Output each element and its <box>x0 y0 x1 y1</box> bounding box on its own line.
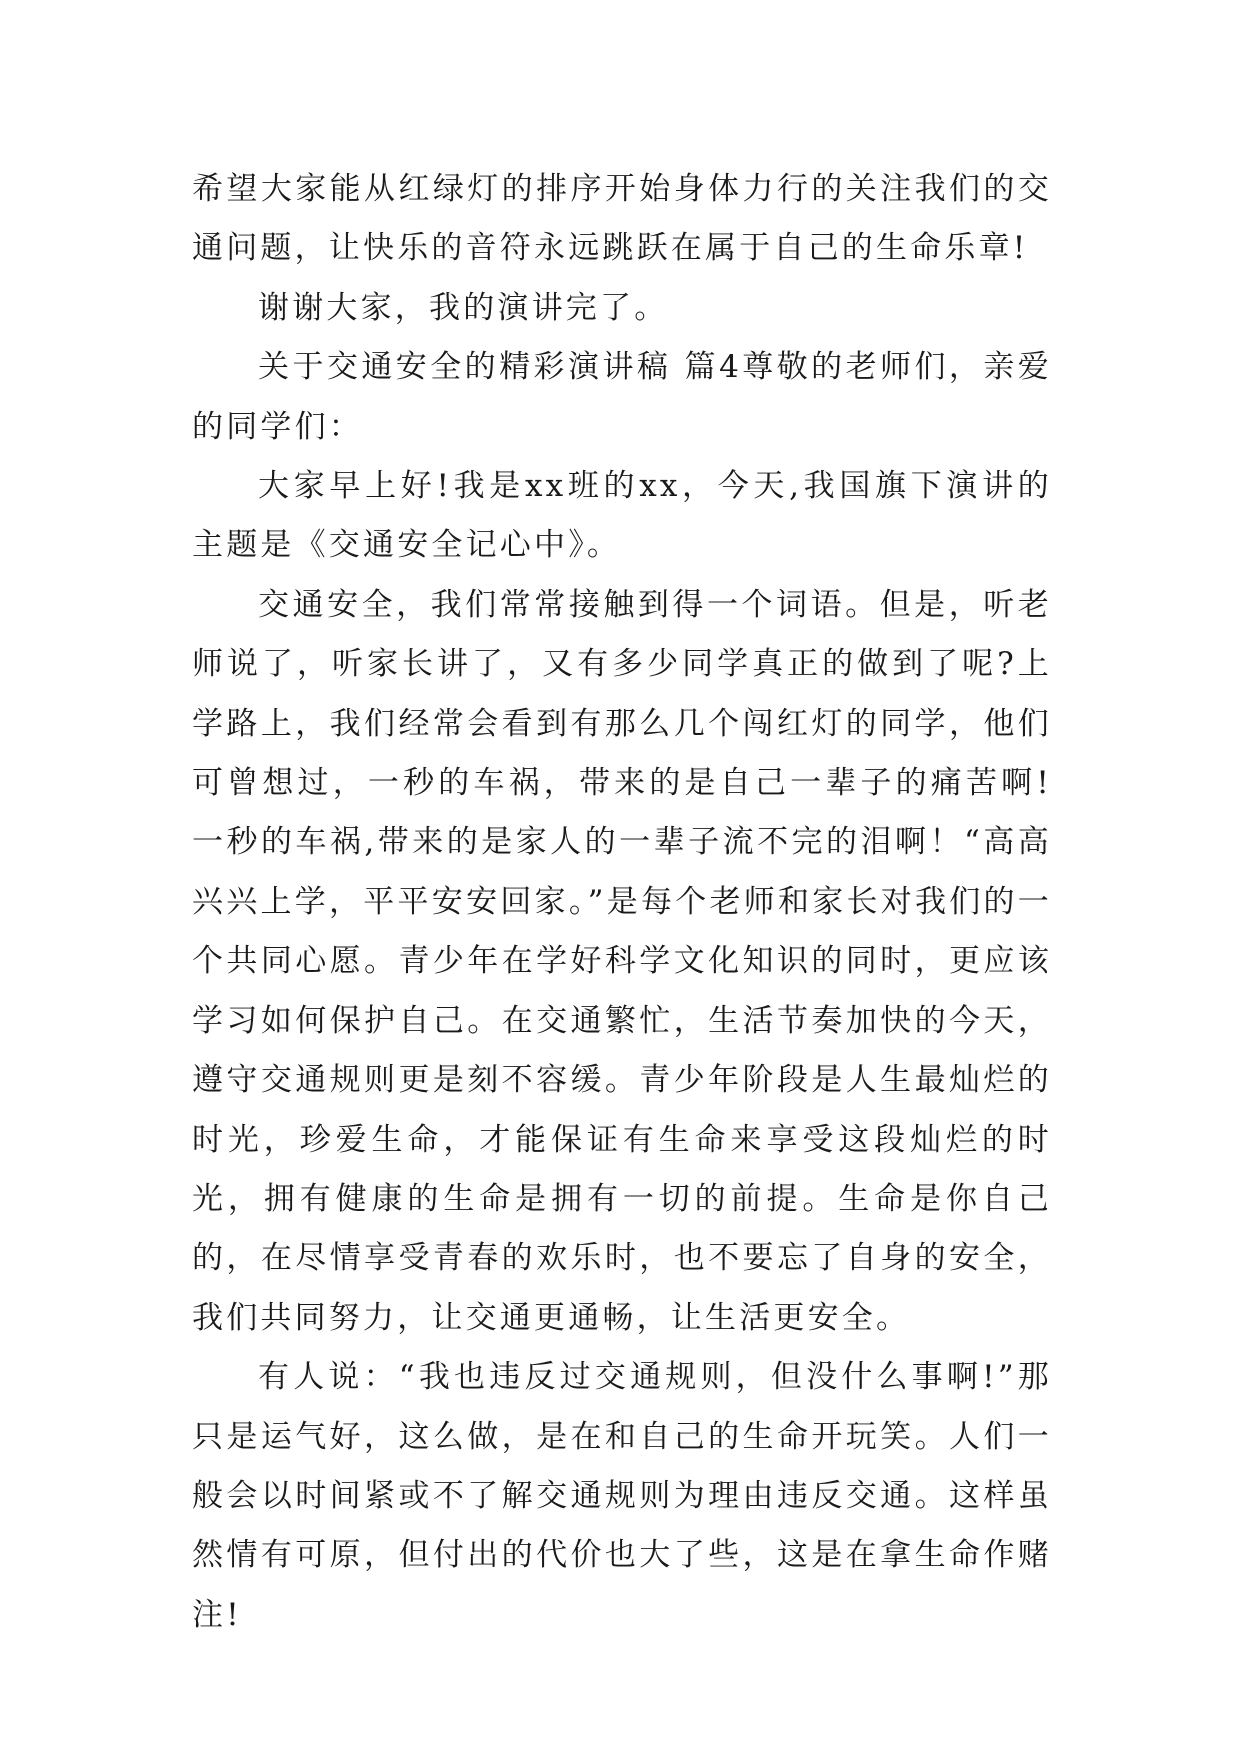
document-body <box>192 160 1052 1645</box>
paragraph-5: 交通安全，我们常常接触到得一个词语。但是，听老师说了，听家长讲了，又有多少同学真正的做到了呢?上学路上，我们经常会看到有那么几个闯红灯的同学，他们可曾想过，一秒的车祸，带来的是自己一辈子的痛苦啊!一秒的车祸,带来的是家人的一辈子流不完的泪啊！“高高兴兴上学，平平安安回家。”是每个老师和家长对我们的一个共同心愿。青少年在学好科学文化知识的同时，更应该学习如何保护自己。在交通繁忙，生活节奏加快的今天，遵守交通规则更是刻不容缓。青少年阶段是人生最灿烂的时光，珍爱生命，才能保证有生命来享受这段灿烂的时光，拥有健康的生命是拥有一切的前提。生命是你自己的，在尽情享受青春的欢乐时，也不要忘了自身的安全，我们共同努力，让交通更通畅，让生活更安全。 <box>192 586 1052 1336</box>
paragraph-4: 大家早上好!我是xx班的xx，今天,我国旗下演讲的主题是《交通安全记心中》。 <box>192 468 1052 564</box>
paragraph-6: 有人说：“我也违反过交通规则，但没什么事啊!”那只是运气好，这么做，是在和自己的生命开玩笑。人们一般会以时间紧或不了解交通规则为理由违反交通。这样虽然情有可原，但付出的代价也大了些，这是在拿生命作赌注! <box>192 1359 1052 1633</box>
paragraph-1: 希望大家能从红绿灯的排序开始身体力行的关注我们的交通问题，让快乐的音符永远跳跃在属于自己的生命乐章! <box>192 171 1052 267</box>
paragraph-3: 关于交通安全的精彩演讲稿 篇4尊敬的老师们，亲爱的同学们： <box>192 349 1052 445</box>
paragraph-2: 谢谢大家，我的演讲完了。 <box>258 289 669 326</box>
